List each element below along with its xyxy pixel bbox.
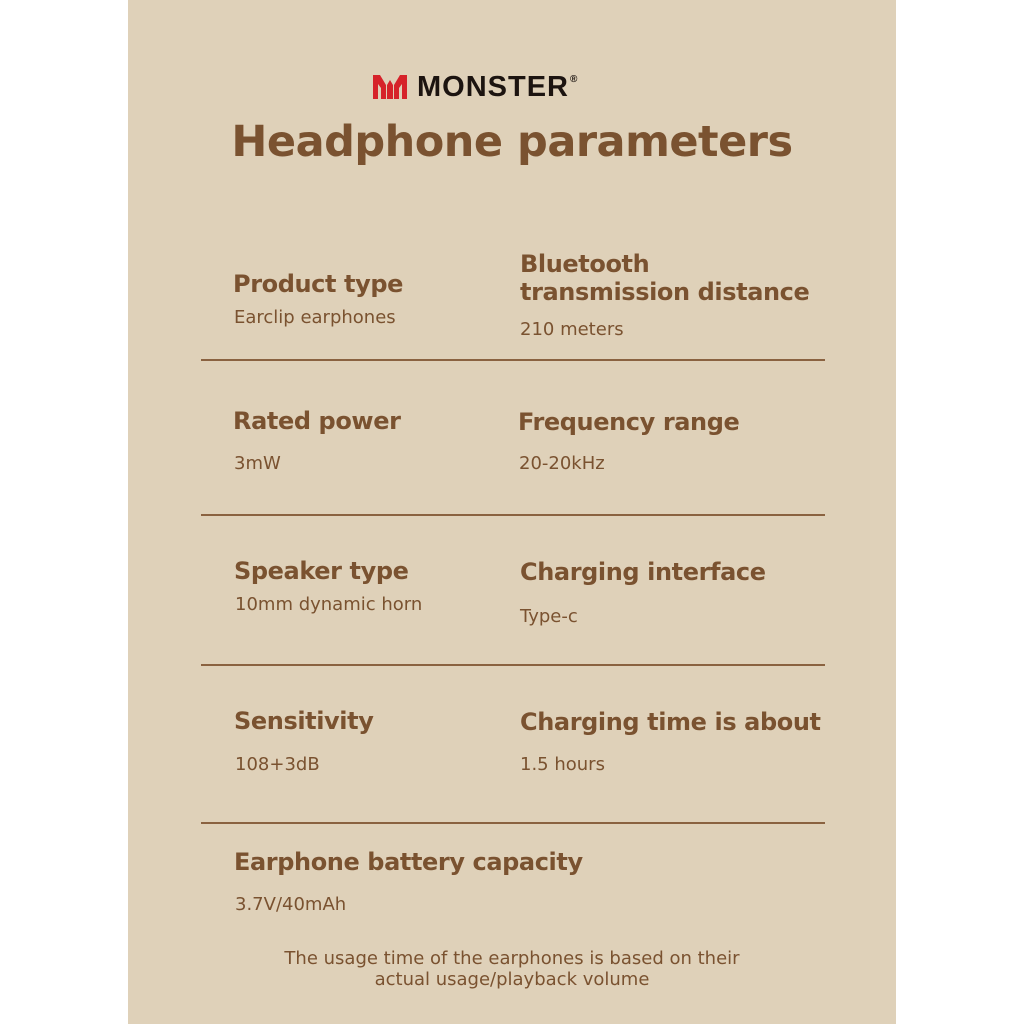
- battery-capacity-label: Earphone battery capacity: [234, 848, 583, 876]
- brand-logo: [373, 72, 577, 102]
- charging-time-label: Charging time is about: [520, 708, 821, 736]
- brand-name: MONSTER: [417, 71, 569, 103]
- page-title: Headphone parameters: [231, 117, 793, 167]
- divider: [201, 822, 825, 824]
- speaker-type-label: Speaker type: [234, 557, 409, 585]
- spec-sheet: [128, 0, 896, 1024]
- frequency-range-value: 20-20kHz: [519, 453, 605, 474]
- rated-power-label: Rated power: [233, 407, 401, 435]
- speaker-type-value: 10mm dynamic horn: [235, 594, 423, 615]
- sensitivity-value: 108+3dB: [235, 754, 320, 775]
- monster-claw-icon: [373, 75, 407, 99]
- divider: [201, 359, 825, 361]
- charging-interface-label: Charging interface: [520, 558, 766, 586]
- footnote-line1: The usage time of the earphones is based on their: [284, 948, 740, 969]
- footnote-line2: actual usage/playback volume: [374, 969, 650, 990]
- bluetooth-distance-label-line2: transmission distance: [520, 278, 810, 306]
- divider: [201, 664, 825, 666]
- charging-time-value: 1.5 hours: [520, 754, 605, 775]
- divider: [201, 514, 825, 516]
- product-type-label: Product type: [233, 270, 404, 298]
- registered-mark: ®: [570, 74, 578, 85]
- battery-capacity-value: 3.7V/40mAh: [235, 894, 347, 915]
- bluetooth-distance-value: 210 meters: [520, 319, 624, 340]
- product-type-value: Earclip earphones: [234, 307, 396, 328]
- sensitivity-label: Sensitivity: [234, 707, 374, 735]
- bluetooth-distance-label-line1: Bluetooth: [520, 250, 650, 278]
- charging-interface-value: Type-c: [520, 606, 578, 627]
- usage-footnote: [128, 948, 896, 990]
- rated-power-value: 3mW: [234, 453, 281, 474]
- frequency-range-label: Frequency range: [518, 408, 740, 436]
